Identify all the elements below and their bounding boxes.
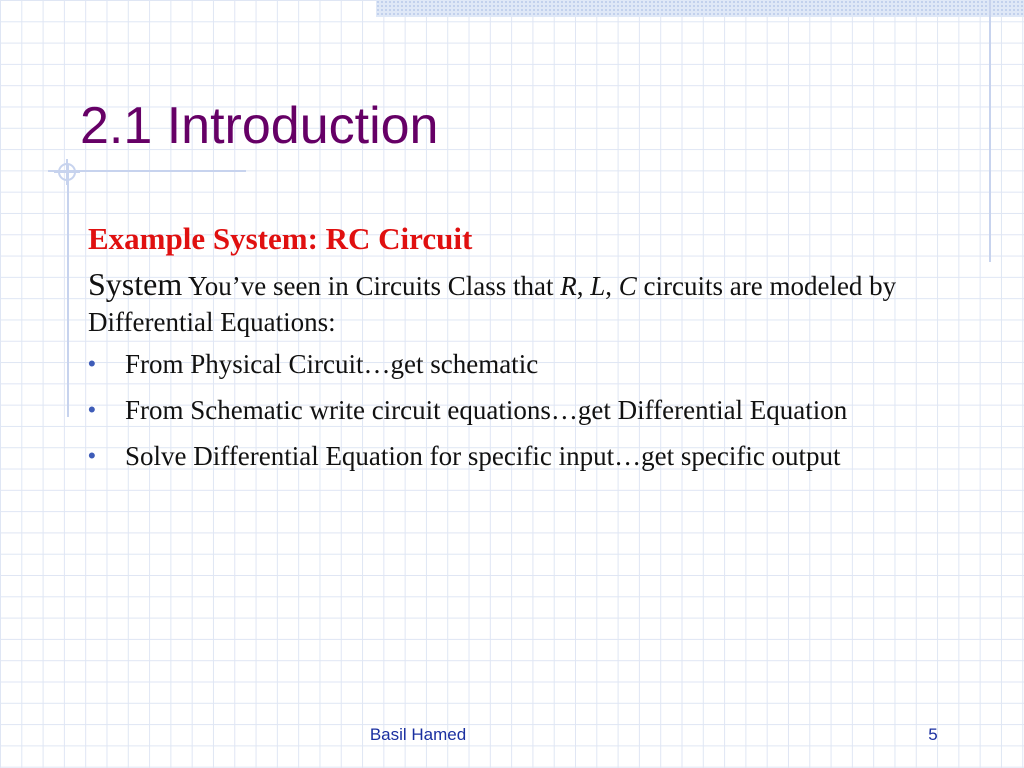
slide-title: 2.1 Introduction xyxy=(80,97,439,155)
bullet-icon: • xyxy=(88,443,96,468)
example-heading: Example System: RC Circuit xyxy=(88,221,473,256)
bullet-list xyxy=(88,344,978,476)
bullet-icon: • xyxy=(88,397,96,422)
bullet-text: From Schematic write circuit equations…get Differential Equation xyxy=(125,395,848,425)
crosshair-icon xyxy=(54,159,80,185)
left-accent-line xyxy=(67,165,69,417)
bullet-text: From Physical Circuit…get schematic xyxy=(125,349,539,379)
bullet-item xyxy=(88,344,978,384)
right-accent-line xyxy=(989,0,991,262)
footer-author: Basil Hamed xyxy=(369,725,467,744)
bullet-text: Solve Differential Equation for specific input…get specific output xyxy=(125,441,841,471)
bullet-item xyxy=(88,436,978,476)
separator: , xyxy=(605,271,619,301)
var-c: C xyxy=(618,271,637,301)
var-l: L xyxy=(590,271,606,301)
slide-body xyxy=(88,218,978,482)
page-number: 5 xyxy=(928,725,938,744)
bullet-icon: • xyxy=(88,351,96,376)
top-decorative-band xyxy=(376,0,1024,17)
intro-paragraph xyxy=(88,266,978,340)
separator: , xyxy=(576,271,591,301)
paragraph-text-end: circuits are modeled by Differential Equations: xyxy=(88,271,897,337)
var-r: R xyxy=(560,271,577,301)
paragraph-text-start: You’ve seen in Circuits Class that xyxy=(182,271,561,301)
system-label: System xyxy=(88,266,183,302)
bullet-item xyxy=(88,390,978,430)
